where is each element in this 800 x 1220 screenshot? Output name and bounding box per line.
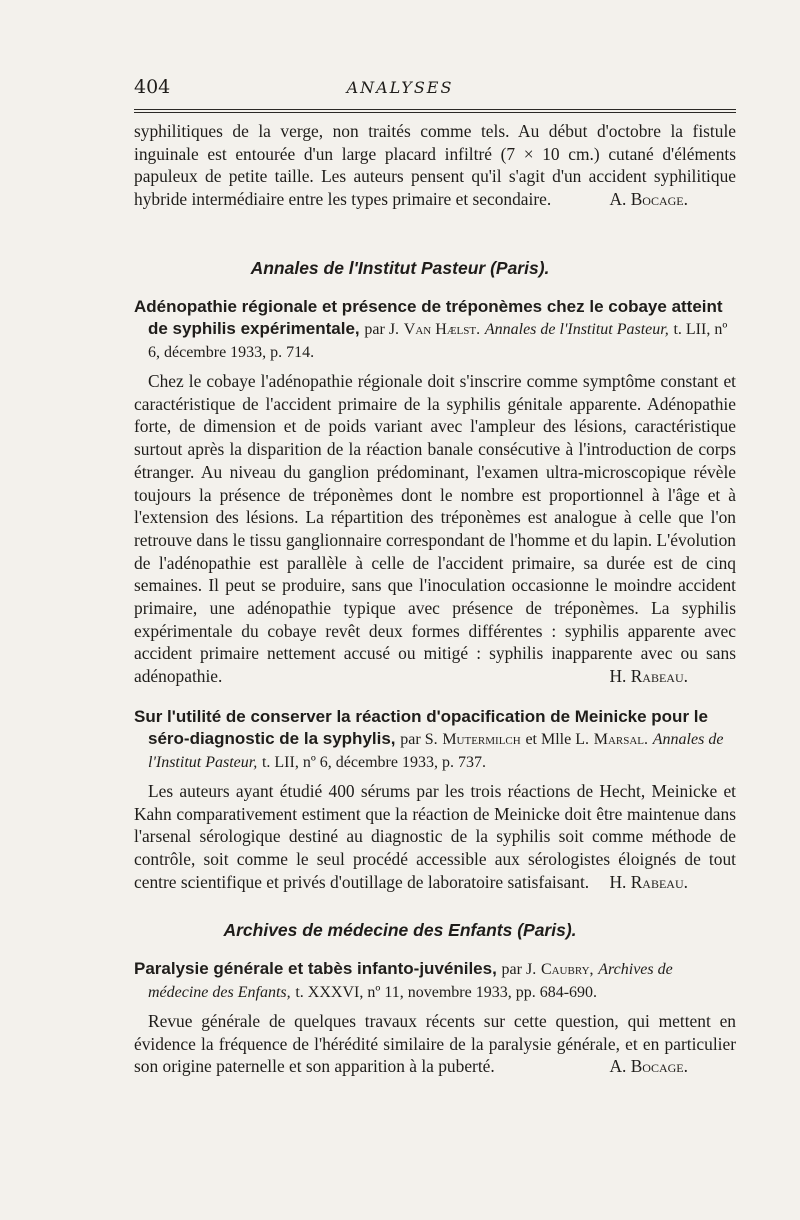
- article-mutermilch: [134, 706, 736, 894]
- article-title: Paralysie générale et tabès infanto-juvéniles,: [134, 959, 497, 978]
- article-signature: A. Bocage.: [609, 1056, 688, 1077]
- article-citation: t. LII, nº 6, décembre 1933, p. 714.: [148, 321, 728, 361]
- article-signature: H. Rabeau.: [609, 871, 688, 892]
- header-rule: [134, 109, 736, 110]
- article-body: [134, 370, 736, 688]
- article-title: Adénopathie régionale et présence de tréponèmes chez le cobaye atteint de syphilis expérimentale,: [134, 297, 723, 338]
- article-by: par S.: [400, 731, 438, 748]
- article-body: [134, 780, 736, 894]
- article-heading: [134, 706, 736, 774]
- intro-text: syphilitiques de la verge, non traités comme tels. Au début d'octobre la fistule inguinale est entourée d'un large placard infiltré (7 × 10 cm.) cutané d'éléments papuleux de petite taille. Les auteurs pensent qu'il s'agit d'un accident syphilitique hybride intermédiaire entre les types primaire et secondaire.: [134, 121, 736, 210]
- article-text: Les auteurs ayant étudié 400 sérums par les trois réactions de Hecht, Meinicke et Kahn comparativement estiment que la réaction de Meinicke doit être maintenue dans l'arsenal sérologique destiné au diagnostic de la syphilis soit comme méthode de contrôle, soit comme le seul procédé accessible aux sérologistes éloignés de tout centre scientifique et privés d'outillage de laboratoire satisfaisant.: [134, 781, 736, 892]
- article-author-2: Marsal.: [593, 731, 649, 748]
- article-author: Mutermilch: [442, 731, 521, 748]
- article-body: [134, 1010, 736, 1078]
- running-title: ANALYSES: [346, 78, 454, 97]
- journal-heading-pasteur: Annales de l'Institut Pasteur (Paris).: [250, 258, 550, 278]
- article-journal: Annales de l'Institut Pasteur,: [484, 321, 669, 338]
- article-title: Sur l'utilité de conserver la réaction d'opacification de Meinicke pour le séro-diagnostic de la syphylis,: [134, 707, 708, 748]
- article-text: Revue générale de quelques travaux récents sur cette question, qui mettent en évidence la fréquence de l'hérédité similaire de la paralysie générale, et en particulier son origine paternelle et son apparition à la puberté.: [134, 1011, 736, 1077]
- article-by: par J.: [501, 961, 537, 978]
- article-by: par J.: [364, 321, 400, 338]
- article-author: Caubry,: [540, 961, 594, 978]
- article-heading: [134, 296, 736, 364]
- journal-heading-archives: Archives de médecine des Enfants (Paris).: [223, 920, 577, 940]
- article-citation: t. LII, nº 6, décembre 1933, p. 737.: [261, 754, 486, 771]
- article-author-join: et Mlle L.: [525, 731, 589, 748]
- article-author: Van Hælst.: [403, 321, 481, 338]
- article-van-haelst: [134, 296, 736, 688]
- article-heading: [134, 958, 736, 1004]
- header-rule-double: [134, 112, 736, 113]
- article-caubry: [134, 958, 736, 1078]
- intro-paragraph: [134, 120, 736, 211]
- intro-signature: A. Bocage.: [609, 189, 688, 210]
- article-citation: t. XXXVI, nº 11, novembre 1933, pp. 684-690.: [295, 984, 598, 1001]
- page-number: 404: [134, 76, 171, 98]
- article-journal: Annales de l'Institut Pasteur,: [148, 731, 724, 771]
- article-journal: Archives de médecine des Enfants,: [148, 961, 673, 1001]
- article-text: Chez le cobaye l'adénopathie régionale doit s'inscrire comme symptôme constant et caractéristique de l'accident primaire de la syphilis génitale apparente. Adénopathie forte, de dimension et de poids variant avec l'ampleur des lésions, caractéristique surtout après la disparition de la réaction banale consécutive à l'introduction de corps étranger. Au niveau du ganglion prédominant, l'examen ultra-microscopique révèle toujours la présence de tréponèmes dont le nombre est proportionnel à l'âge et à l'extension des lésions. La répartition des tréponèmes est analogue à celle que l'on retrouve dans le tissu ganglionnaire correspondant de l'homme et du lapin. L'évolution de l'adénopathie est parallèle à celle de l'accident primaire, sa durée est de cinq semaines. Il peut se produire, sans que l'inoculation occasionne le moindre accident primaire, une adénopathie typique avec présence de tréponèmes. La syphilis expérimentale du cobaye revêt deux formes différentes : syphilis apparente avec accident primaire nettement accusé ou mitigé : syphilis inapparente avec ou sans adénopathie.: [134, 371, 736, 687]
- article-signature: H. Rabeau.: [609, 666, 688, 687]
